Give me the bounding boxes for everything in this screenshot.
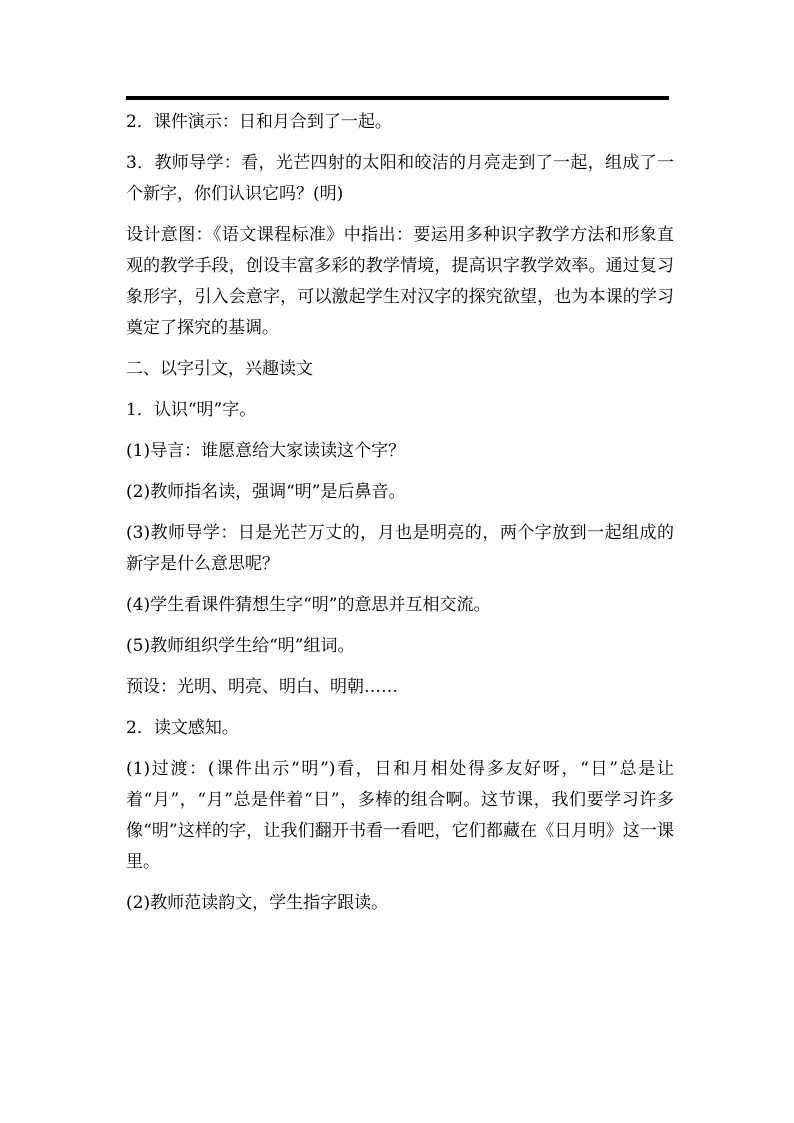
- paragraph-model-reading: (2)教师范读韵文，学生指字跟读。: [126, 893, 389, 913]
- paragraph-transition: (1)过渡：(课件出示“明”)看，日和月相处得多友好呀，“日”总是让着“月”，“月”总是伴着“日”，多棒的组合啊。这节课，我们要学习许多像“明”这样的字，让我们翻开书看一看吧，它们都藏在《日月明》这一课里。: [126, 759, 674, 872]
- document-body: [126, 107, 674, 929]
- paragraph-design-intent: 设计意图：《语文课程标准》中指出：要运用多种识字教学方法和形象直观的教学手段，创设丰富多彩的教学情境，提高识字教学效率。通过复习象形字，引入会意字，可以激起学生对汉字的探究欲望，也为本课的学习奠定了探究的基调。: [126, 225, 674, 338]
- paragraph-intro: (1)导言：谁愿意给大家读读这个字？: [126, 441, 406, 461]
- header-rule: [126, 96, 669, 100]
- paragraph-name-reading: (2)教师指名读，强调“明”是后鼻音。: [126, 482, 406, 502]
- paragraph-teacher-guide: 3．教师导学：看，光芒四射的太阳和皎洁的月亮走到了一起，组成了一个新字，你们认识它吗？(明): [126, 153, 674, 204]
- paragraph-word-building: (5)教师组织学生给“明”组词。: [126, 636, 355, 656]
- section-heading: 二、以字引文，兴趣读文: [126, 359, 313, 379]
- paragraph-student-guess: (4)学生看课件猜想生字“明”的意思并互相交流。: [126, 595, 491, 615]
- paragraph-teacher-guide-2: (3)教师导学：日是光芒万丈的，月也是明亮的，两个字放到一起组成的新字是什么意思呢？: [126, 523, 674, 574]
- paragraph-courseware-demo: 2．课件演示：日和月合到了一起。: [126, 112, 392, 132]
- paragraph-reading-perception: 2．读文感知。: [126, 718, 239, 738]
- paragraph-recognize-ming: 1．认识“明”字。: [126, 400, 257, 420]
- paragraph-preset: 预设：光明、明亮、明白、明朝……: [126, 677, 398, 697]
